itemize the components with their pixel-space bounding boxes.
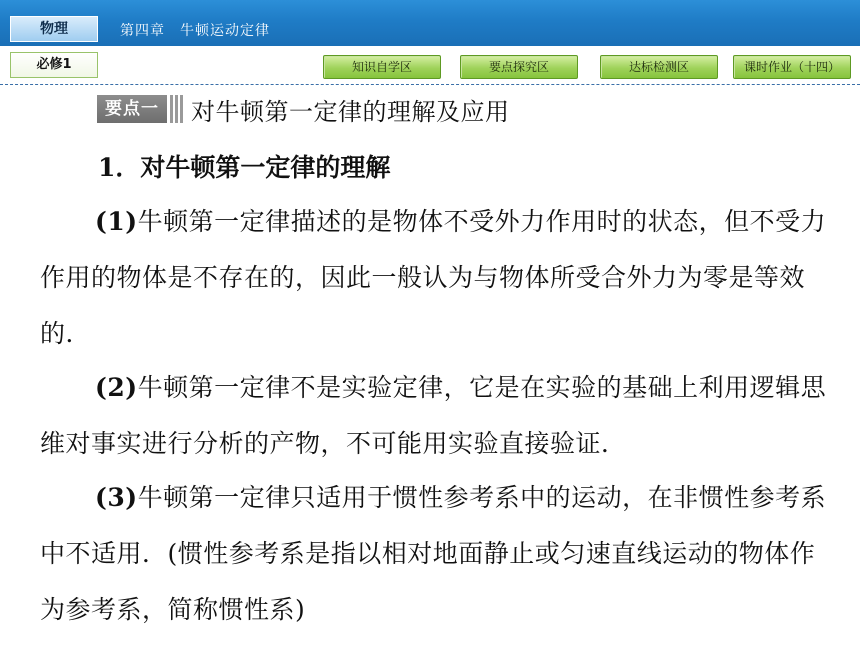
section-title: 对牛顿第一定律的理解及应用 bbox=[191, 97, 510, 126]
book-label: 必修1 bbox=[10, 52, 98, 78]
section-tag: 要点一 bbox=[97, 95, 167, 123]
subject-label: 物理 bbox=[10, 16, 98, 42]
paragraph-3-number: (3) bbox=[95, 483, 138, 512]
paragraph-1-text: 牛顿第一定律描述的是物体不受外力作用时的状态，但不受力作用的物体是不存在的，因此一般认为与物体所受合外力为零是等效的． bbox=[40, 207, 827, 348]
paragraph-2-text: 牛顿第一定律不是实验定律，它是在实验的基础上利用逻辑思维对事实进行分析的产物，不可能用实验直接验证． bbox=[40, 373, 827, 458]
subheading: 1．对牛顿第一定律的理解 bbox=[98, 153, 391, 182]
nav-button-assessment[interactable]: 达标检测区 bbox=[600, 55, 718, 79]
nav-button-homework[interactable]: 课时作业（十四） bbox=[733, 55, 851, 79]
nav-button-key-points[interactable]: 要点探究区 bbox=[460, 55, 578, 79]
paragraph-1-number: (1) bbox=[95, 207, 138, 236]
paragraph-2 bbox=[40, 360, 830, 472]
nav-button-self-study[interactable]: 知识自学区 bbox=[323, 55, 441, 79]
section-heading bbox=[97, 93, 510, 125]
top-banner bbox=[0, 0, 860, 46]
tag-bars-decoration bbox=[170, 95, 185, 123]
nav-row bbox=[0, 46, 860, 84]
paragraph-3 bbox=[40, 470, 830, 638]
chapter-title: 第四章 牛顿运动定律 bbox=[120, 23, 270, 39]
paragraph-3-text: 牛顿第一定律只适用于惯性参考系中的运动，在非惯性参考系中不适用．(惯性参考系是指以相对地面静止或匀速直线运动的物体作为参考系，简称惯性系) bbox=[40, 483, 827, 624]
paragraph-2-number: (2) bbox=[95, 373, 138, 402]
header-divider bbox=[0, 84, 860, 85]
paragraph-1 bbox=[40, 194, 830, 362]
